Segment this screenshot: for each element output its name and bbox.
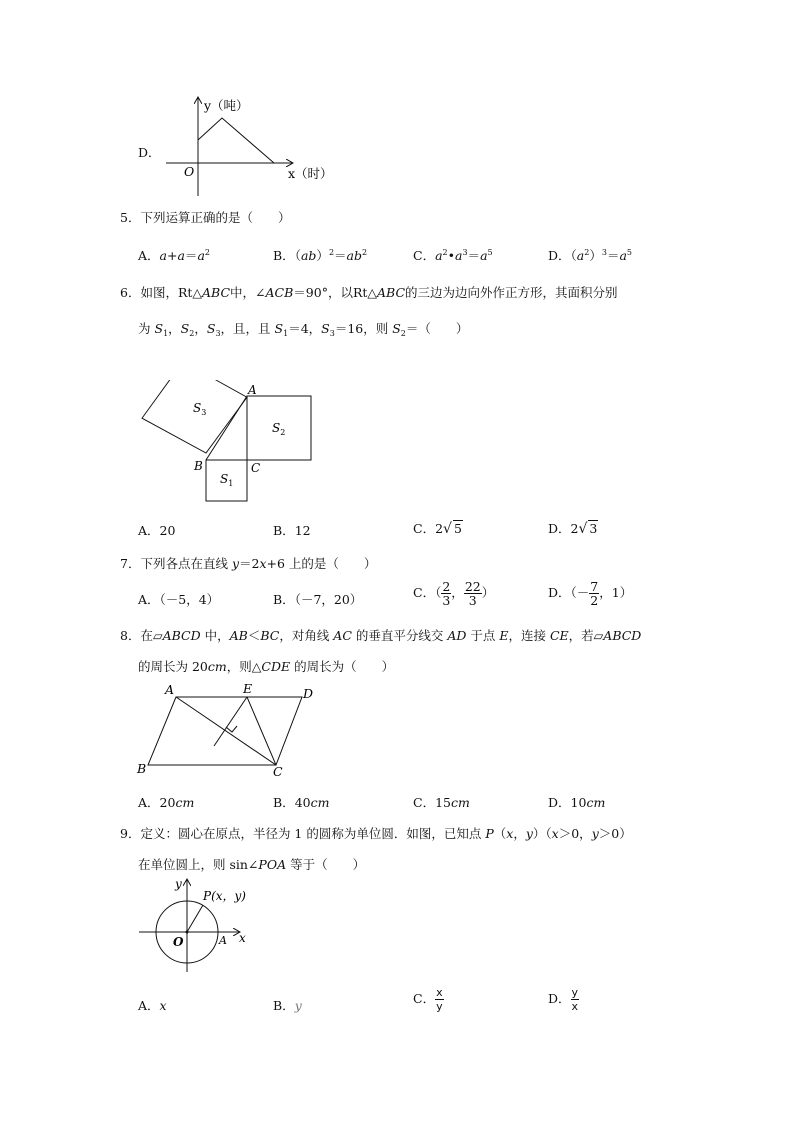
point-p-label: P(x，y) [203,889,246,903]
s3-label: $S_3$ [193,401,207,417]
q4-option-d-label: D． [138,145,161,160]
hypotenuse-ab [206,396,247,460]
q6-stem-line2: 为 $S_1$，$S_2$，$S_3$，且，且 $S_1=4$，$S_3=16$，则 $S_2=$（ ） [138,321,469,338]
x-axis-label: x [239,931,246,945]
q8-stem-line1: 8．在▱ABCD 中，AB＜BC，对角线 AC 的垂直平分线交 AD 于点 E，连接 CE，若▱ABCD [120,628,642,643]
q7-option-c[interactable]: C．（ $\frac{2}{3}$ ， $\frac{22}{3}$ ） [413,579,495,608]
right-angle-mark [226,726,237,732]
origin-label: O [173,935,184,949]
point-b-label: B [137,761,147,776]
point-a-label: A [219,934,227,947]
q5-option-d[interactable]: D．$(a^2)^3=a^5$ [548,248,633,263]
q6-option-b[interactable]: B．12 [273,523,311,538]
q7-option-a[interactable]: A．（－5，4） [138,592,220,607]
perpendicular-bisector [214,697,247,746]
q8-option-b[interactable]: B．40cm [273,795,330,810]
q8-option-c[interactable]: C．15cm [413,795,470,810]
origin-label: O [184,164,195,179]
q6-option-c[interactable]: C．2√ 5 [413,521,462,537]
y-axis-label: y [175,877,182,891]
point-c-label: C [273,764,283,779]
q9-option-d[interactable]: D． $\frac{y}{x}$ [548,986,579,1013]
q8-option-d[interactable]: D．10cm [548,795,606,810]
s1-label: $S_1$ [220,472,234,488]
point-a-label: A [165,682,175,697]
q5-stem: 5．下列运算正确的是（ ） [120,210,291,225]
q6-stem-line1: 6．如图，Rt△ABC中，∠ACB＝90°，以Rt△ABC的三边为边向外作正方形，其面积分别 [120,285,618,300]
point-a-label: A [248,383,257,397]
q8-figure [130,680,330,780]
segment-op [187,905,203,932]
q9-option-c[interactable]: C． $\frac{x}{y}$ [413,986,443,1013]
point-d-label: D [303,686,314,701]
q7-option-b[interactable]: B．（－7，20） [273,592,363,607]
q8-stem-line2: 的周长为 20cm，则△CDE 的周长为（ ） [138,659,395,674]
q5-option-b[interactable]: B．$(ab)^2=ab^2$ [273,248,368,263]
q6-option-a[interactable]: A．20 [138,523,176,538]
point-b-label: B [194,459,203,473]
q9-stem-line1: 9．定义：圆心在原点，半径为 1 的圆称为单位圆．如图，已知点 P（x，y）（x＞0，y＞0） [120,826,632,841]
q4-option-d-graph [160,92,340,202]
x-axis-label: x（时） [288,166,333,181]
point-c-label: C [251,461,261,475]
q8-option-a[interactable]: A．20cm [138,795,195,810]
s2-label: $S_2$ [272,421,286,437]
q9-stem-line2: 在单位圆上，则 sin∠POA 等于（ ） [138,857,366,872]
graph-line [198,118,274,163]
q7-option-d[interactable]: D．（－ $\frac{7}{2}$ ，1） [548,579,633,608]
point-e-label: E [243,681,253,696]
q9-figure [135,872,255,972]
q5-option-c[interactable]: C．$a^2•a^3=a^5$ [413,248,493,263]
y-axis-label: y（吨） [204,98,249,113]
square-s3 [142,380,247,453]
q9-option-a[interactable]: A．x [138,998,167,1013]
q6-option-d[interactable]: D．2√ 3 [548,521,598,537]
parallelogram-abcd [148,697,302,765]
q6-figure [135,380,325,508]
q7-stem: 7．下列各点在直线 y＝2x+6 上的是（ ） [120,556,377,571]
q5-option-a[interactable]: A．$a+a=a^2$ [138,248,210,263]
origin-dot [186,931,189,934]
q9-option-b[interactable]: B．y [273,998,302,1013]
